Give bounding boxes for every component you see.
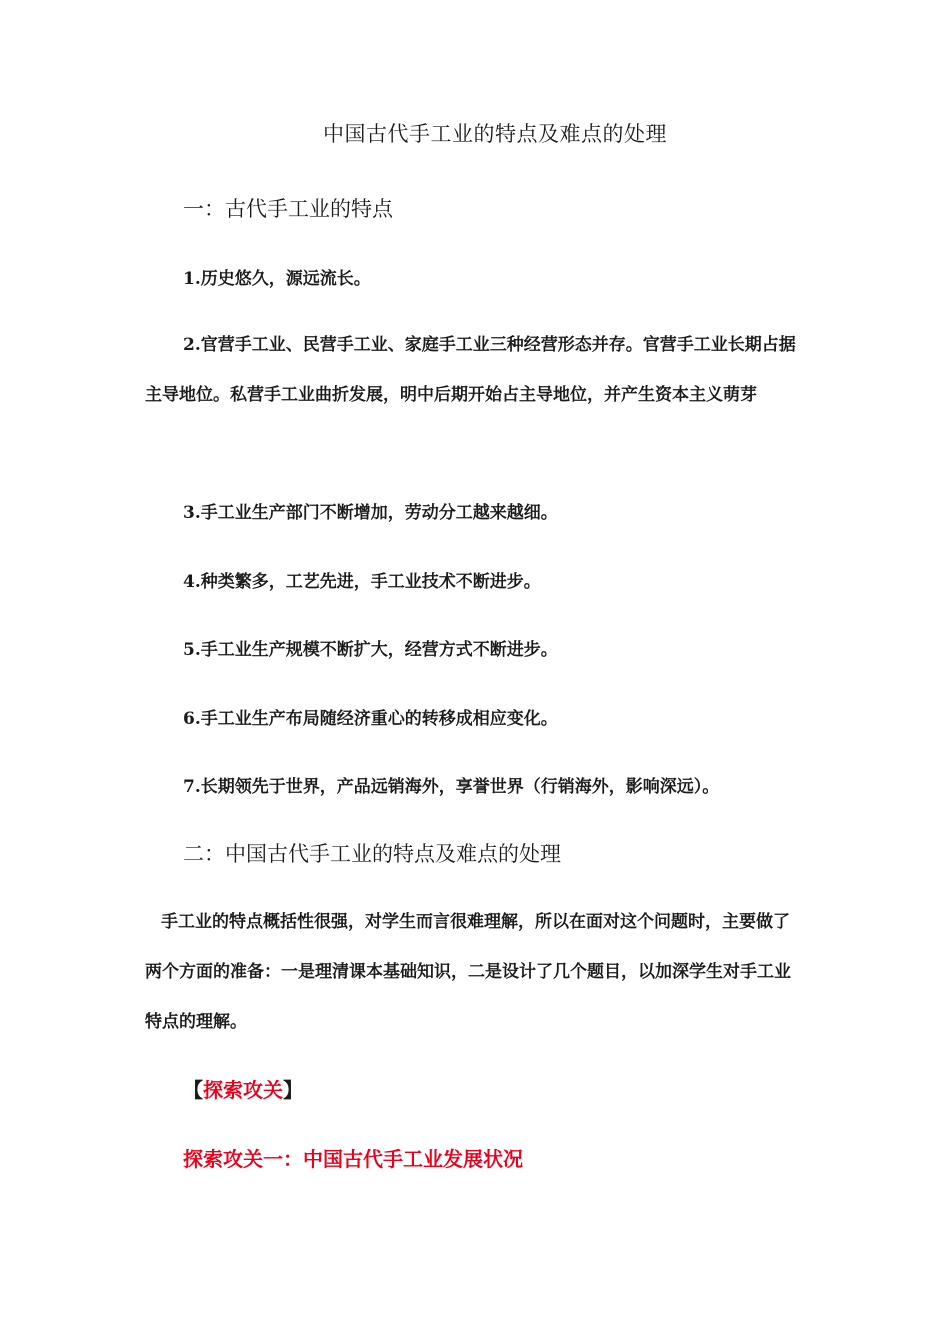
feature-item-7: 7.长期领先于世界，产品远销海外，享誉世界（行销海外，影响深远）。 bbox=[183, 777, 720, 797]
feature-item-5: 5.手工业生产规模不断扩大，经营方式不断进步。 bbox=[183, 640, 558, 660]
feature-item-4: 4.种类繁多，工艺先进，手工业技术不断进步。 bbox=[183, 572, 541, 592]
section-1-heading: 一：古代手工业的特点 bbox=[183, 197, 393, 221]
document-title: 中国古代手工业的特点及难点的处理 bbox=[323, 122, 667, 146]
feature-item-3: 3.手工业生产部门不断增加，劳动分工越来越细。 bbox=[183, 503, 558, 523]
feature-item-6: 6.手工业生产布局随经济重心的转移成相应变化。 bbox=[183, 709, 558, 729]
feature-item-1: 1.历史悠久，源远流长。 bbox=[183, 269, 371, 289]
section-2-heading: 二：中国古代手工业的特点及难点的处理 bbox=[183, 842, 561, 866]
explore-subtitle: 探索攻关一：中国古代手工业发展状况 bbox=[183, 1147, 523, 1171]
explore-bracket-open: 【 bbox=[183, 1078, 203, 1102]
explore-bracket-close: 】 bbox=[283, 1078, 303, 1102]
section-2-paragraph: 手工业的特点概括性很强，对学生而言很难理解，所以在面对这个问题时，主要做了两个方面的准备：一是理清课本基础知识，二是设计了几个题目，以加深学生对手工业特点的理解。 bbox=[145, 912, 791, 1032]
explore-label-text: 探索攻关 bbox=[203, 1078, 283, 1102]
explore-label bbox=[183, 1074, 303, 1103]
feature-item-2: 2.官营手工业、民营手工业、家庭手工业三种经营形态并存。官营手工业长期占据主导地位。私营手工业曲折发展，明中后期开始占主导地位，并产生资本主义萌芽 bbox=[145, 335, 796, 405]
